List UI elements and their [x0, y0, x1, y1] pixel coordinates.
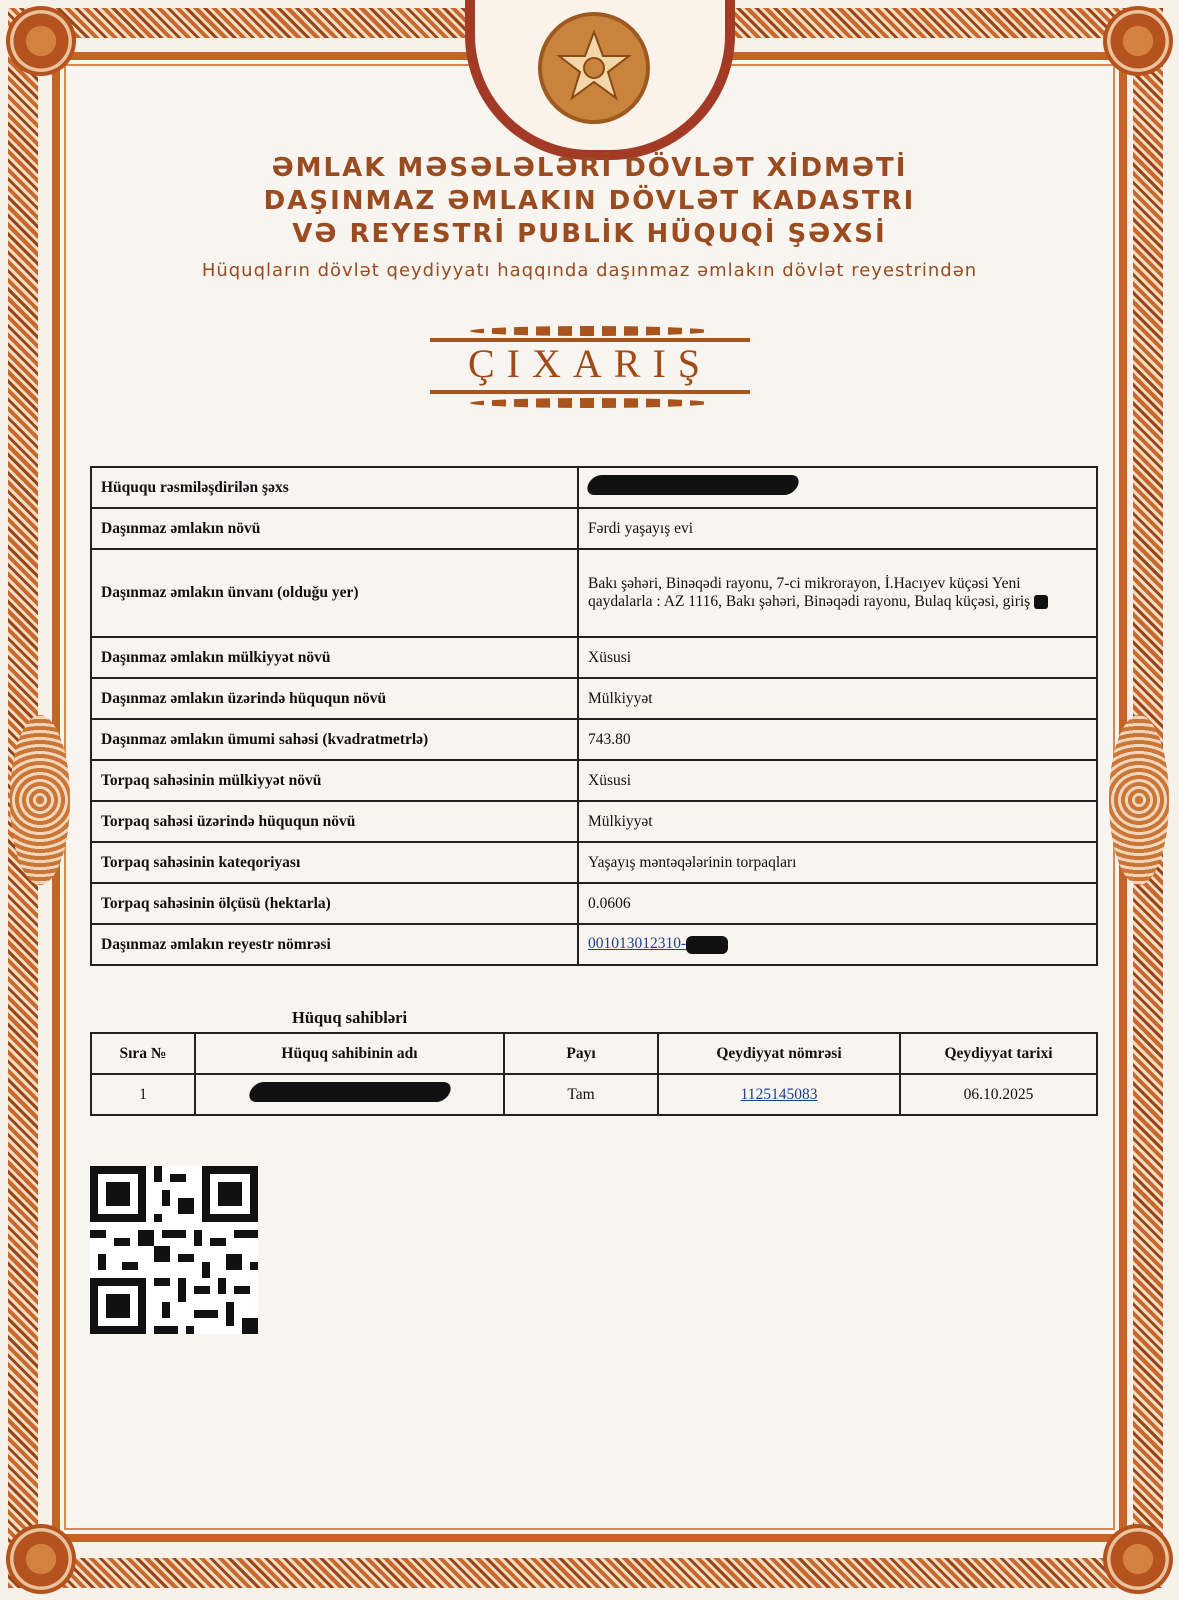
- owner-share: Tam: [504, 1074, 658, 1115]
- table-row: [91, 924, 1097, 965]
- row-value: 743.80: [578, 719, 1097, 760]
- table-row: [91, 719, 1097, 760]
- state-emblem-icon: [538, 12, 650, 124]
- registry-number-link[interactable]: 001013012310-: [588, 935, 687, 953]
- corner-ornament: [6, 1524, 76, 1594]
- address-text: Bakı şəhəri, Binəqədi rayonu, 7-ci mikrorayon, İ.Hacıyev küçəsi Yeni qaydalarla : AZ 1116, Bakı şəhəri, Binəqədi rayonu, Bulaq küçəsi, giriş: [588, 575, 1031, 610]
- property-info-table: [90, 466, 1098, 966]
- reg-number-link[interactable]: 1125145083: [740, 1085, 818, 1103]
- table-row: [91, 637, 1097, 678]
- row-label: Torpaq sahəsinin kateqoriyası: [91, 842, 578, 883]
- row-value: Xüsusi: [578, 760, 1097, 801]
- column-header: Payı: [504, 1033, 658, 1074]
- table-row: [91, 508, 1097, 549]
- table-row: [91, 801, 1097, 842]
- corner-ornament: [6, 6, 76, 76]
- document-title-banner: [430, 320, 750, 400]
- title-line-1: ƏMLAK MƏSƏLƏLƏRİ DÖVLƏT XİDMƏTİ: [271, 153, 908, 183]
- row-value: Fərdi yaşayış evi: [578, 508, 1097, 549]
- row-label: Daşınmaz əmlakın ümumi sahəsi (kvadratmetrlə): [91, 719, 578, 760]
- table-row: [91, 883, 1097, 924]
- title-line-3: VƏ REYESTRİ PUBLİK HÜQUQİ ŞƏXSİ: [292, 219, 887, 249]
- row-label: Torpaq sahəsinin mülkiyyət növü: [91, 760, 578, 801]
- owner-reg-number: [658, 1074, 900, 1115]
- table-row: [91, 842, 1097, 883]
- side-ornament: [10, 715, 70, 885]
- row-label: Daşınmaz əmlakın reyestr nömrəsi: [91, 924, 578, 965]
- banner-bar: [430, 390, 750, 394]
- table-row: [91, 549, 1097, 637]
- table-row: [91, 760, 1097, 801]
- row-value: Yaşayış məntəqələrinin torpaqları: [578, 842, 1097, 883]
- row-label: Torpaq sahəsinin ölçüsü (hektarla): [91, 883, 578, 924]
- table-header-row: [91, 1033, 1097, 1074]
- agency-title: [0, 152, 1179, 251]
- row-value: Mülkiyyət: [578, 801, 1097, 842]
- row-value: [578, 549, 1097, 637]
- row-value: [578, 467, 1097, 508]
- table-row: [91, 678, 1097, 719]
- redaction-mark: [1034, 595, 1048, 609]
- row-label: Torpaq sahəsi üzərində hüququn növü: [91, 801, 578, 842]
- redaction-mark: [246, 1082, 453, 1102]
- owners-section-title: Hüquq sahibləri: [292, 1008, 408, 1027]
- owner-name: [195, 1074, 504, 1115]
- owners-table: [90, 1032, 1098, 1116]
- column-header: Qeydiyyat nömrəsi: [658, 1033, 900, 1074]
- document-title: ÇIXARIŞ: [467, 341, 713, 386]
- row-value: Mülkiyyət: [578, 678, 1097, 719]
- qr-code-icon[interactable]: [90, 1166, 258, 1334]
- corner-ornament: [1103, 1524, 1173, 1594]
- owner-reg-date: 06.10.2025: [900, 1074, 1097, 1115]
- corner-ornament: [1103, 6, 1173, 76]
- redaction-mark: [584, 475, 801, 495]
- redaction-mark: [686, 936, 728, 954]
- column-header: Sıra №: [91, 1033, 195, 1074]
- row-value: 0.0606: [578, 883, 1097, 924]
- row-value: [578, 924, 1097, 965]
- owner-index: 1: [91, 1074, 195, 1115]
- title-line-2: DAŞINMAZ ƏMLAKIN DÖVLƏT KADASTRI: [263, 186, 916, 216]
- row-label: Daşınmaz əmlakın ünvanı (olduğu yer): [91, 549, 578, 637]
- banner-wave: [470, 398, 710, 408]
- side-ornament: [1109, 715, 1169, 885]
- row-label: Daşınmaz əmlakın üzərində hüququn növü: [91, 678, 578, 719]
- row-label: Daşınmaz əmlakın mülkiyyət növü: [91, 637, 578, 678]
- column-header: Hüquq sahibinin adı: [195, 1033, 504, 1074]
- column-header: Qeydiyyat tarixi: [900, 1033, 1097, 1074]
- table-row: [91, 467, 1097, 508]
- row-value: Xüsusi: [578, 637, 1097, 678]
- banner-wave: [470, 326, 710, 336]
- row-label: Daşınmaz əmlakın növü: [91, 508, 578, 549]
- table-row: [91, 1074, 1097, 1115]
- subtitle: Hüquqların dövlət qeydiyyatı haqqında daşınmaz əmlakın dövlət reyestrindən: [201, 260, 978, 281]
- row-label: Hüququ rəsmiləşdirilən şəxs: [91, 467, 578, 508]
